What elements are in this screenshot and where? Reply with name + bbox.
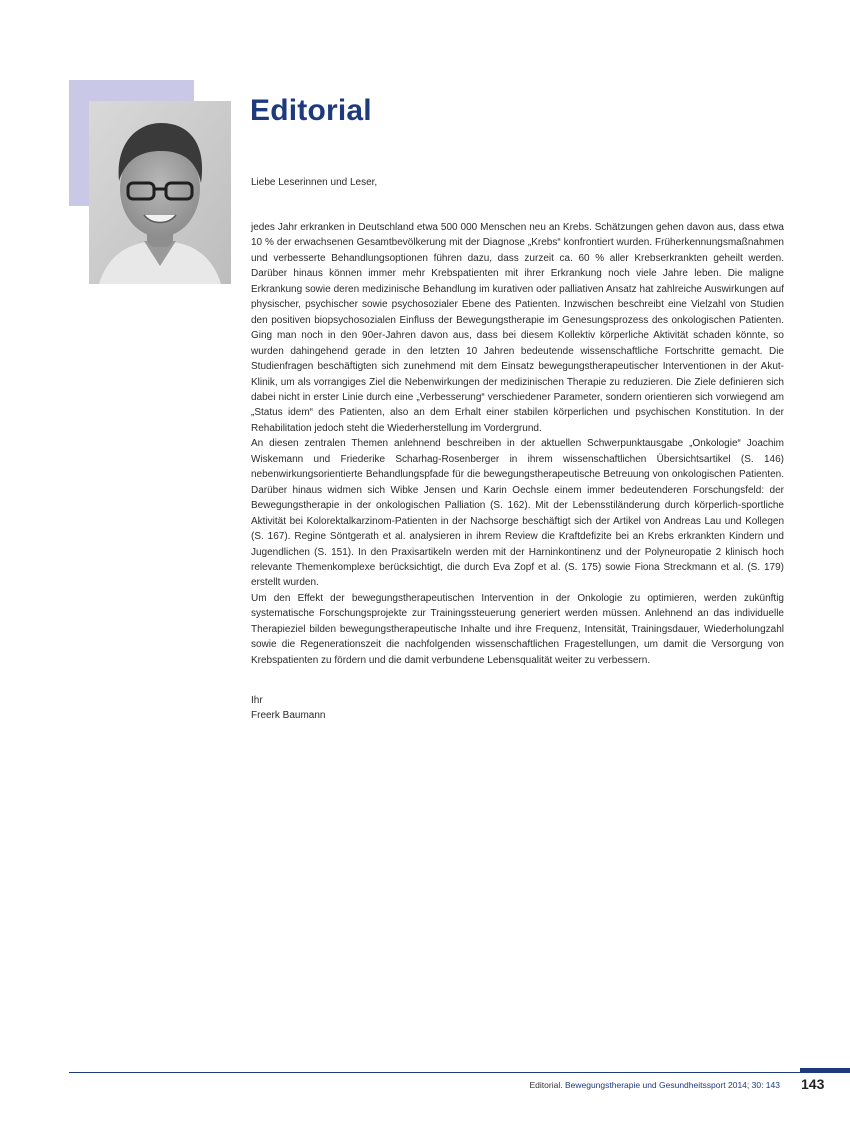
portrait-image — [89, 101, 231, 284]
page-title: Editorial — [250, 94, 372, 127]
footer-rule — [69, 1072, 800, 1073]
footer-journal: Bewegungstherapie und Gesundheitssport 2014; 30: 143 — [564, 1080, 780, 1090]
footer-accent-bar — [800, 1068, 850, 1073]
signoff: Ihr — [251, 695, 263, 706]
paragraph: An diesen zentralen Themen anlehnend beschreiben in der aktuellen Schwerpunktausgabe „Onkologie“ Joachim Wiskemann und Friederike Scharhag-Rosenberger in ihrem wissenschaftlichen Übersichtsartikel (S. 146) nebenwirkungsorientierte Behandlungspfade für die bewegungstherapeutische Betreuung von onkologischen Patienten. Darüber hinaus widmen sich Wibke Jensen und Karin Oechsle einem immer bedeutenderen Forschungsfeld: der Bewegungstherapie in der onkologischen Palliation (S. 162). Mit der Lebensstiländerung durch körperlich-sportliche Aktivität bei Kolorektalkarzinom-Patienten in der Nachsorge beschäftigt sich der Artikel von Andreas Lau und Kollegen (S. 167). Regine Söntgerath et al. analysieren in ihrem Review die Kraftdefizite bei an Krebs erkrankten Kindern und Jugendlichen (S. 151). In den Praxisartikeln werden mit der Harninkontinenz und der Polyneuropatie 2 klinisch hoch relevante Themenkomplexe berücksichtigt, die durch Eva Zopf et al. (S. 175) sowie Fiona Streckmann et al. (S. 179) erstellt wurden. — [251, 438, 784, 589]
signature-block — [251, 693, 784, 724]
paragraph: jedes Jahr erkranken in Deutschland etwa 500 000 Menschen neu an Krebs. Schätzungen gehen davon aus, dass etwa 10 % der erwachsenen Gesamtbevölkerung mit der Diagnose „Krebs“ konfrontiert wurden. Früherkennungsmaßnahmen und verbesserte Behandlungsoptionen führen dazu, dass zurzeit ca. 60 % aller Krebserkrankten geheilt werden. Darüber hinaus können immer mehr Krebspatienten mit ihrer Erkrankung noch viele Jahre leben. Die maligne Erkrankung sowie deren medizinische Behandlung im kurativen oder palliativen Ansatz hat zahlreiche Auswirkungen auf physischer, psychischer sowie psychosozialer Ebene des Patienten. Inzwischen beschreibt eine Vielzahl von Studien den positiven biopsychosozialen Einfluss der Bewegungstherapie im Genesungsprozess des onkologischen Patienten. Ging man noch in den 90er-Jahren davon aus, dass bei diesem Kollektiv körperliche Aktivität schaden könnte, so wurden dahingehend gerade in den letzten 10 Jahren bedeutende wissenschaftliche Fortschritte gemacht. Die Studienfragen beschäftigten sich zunehmend mit dem Einsatz bewegungstherapeutischer Interventionen in der Akut-Klinik, um als vorrangiges Ziel die Nebenwirkungen der medizinischen Therapie zu reduzieren. Die Ziele definieren sich dabei nicht in erster Linie durch eine „Verbesserung“ verschiedener Parameter, sondern orientieren sich vorwiegend am „Status idem“ des Patienten, also an dem Erhalt einer stabilen körperlichen und psychischen Konstitution. In der Rehabilitation jedoch steht die Wiederherstellung im Vordergrund. — [251, 222, 784, 434]
editorial-body — [251, 220, 784, 668]
page-number: 143 — [801, 1076, 825, 1092]
author-name: Freerk Baumann — [251, 710, 326, 722]
footer-citation — [530, 1080, 780, 1090]
author-portrait — [89, 101, 231, 284]
greeting: Liebe Leserinnen und Leser, — [251, 177, 378, 188]
paragraph: Um den Effekt der bewegungstherapeutischen Intervention in der Onkologie zu optimieren, werden zukünftig systematische Forschungsprojekte zur Trainingssteuerung generiert werden müssen. Anlehnend an das individuelle Therapieziel bilden bewegungstherapeutische Inhalte und ihre Frequenz, Intensität, Trainingsdauer, Wiederholungzahl sowie die Regenerationszeit die nachfolgenden wissenschaftlichen Fragestellungen, um damit die Versorgung von Krebspatienten zu fördern und die damit verbundene Lebensqualität weiter zu verbessern. — [251, 592, 784, 666]
footer-section: Editorial. — [529, 1080, 563, 1090]
